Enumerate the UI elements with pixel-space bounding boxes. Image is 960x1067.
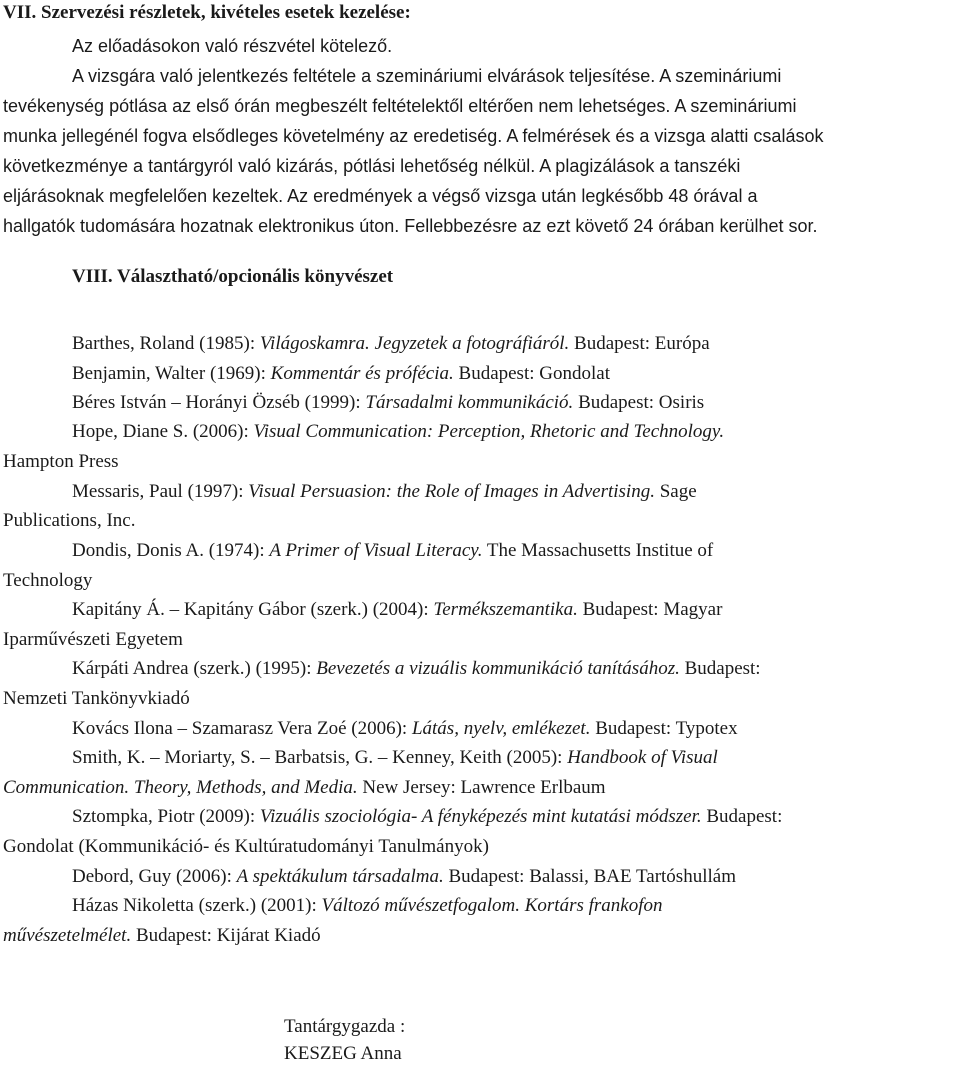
bibliography-entry-continuation: Gondolat (Kommunikáció- és Kultúratudományi Tanulmányok) xyxy=(3,836,489,857)
paragraph-line: eljárásoknak megfelelően kezeltek. Az eredmények a végső vizsga után legkésőbb 48 órával a xyxy=(3,186,758,206)
bibliography-entry: Barthes, Roland (1985): Világoskamra. Jegyzetek a fotográfiáról. Budapest: Európa xyxy=(72,333,710,354)
bibliography-entry: Házas Nikoletta (szerk.) (2001): Változó művészetfogalom. Kortárs frankofon xyxy=(72,895,663,916)
section-heading-vii: VII. Szervezési részletek, kivételes esetek kezelése: xyxy=(3,2,411,23)
bibliography-entry: Dondis, Donis A. (1974): A Primer of Visual Literacy. The Massachusetts Institue of xyxy=(72,540,714,561)
signature-role: Tantárgygazda : xyxy=(284,1016,406,1037)
bibliography-entry: Kárpáti Andrea (szerk.) (1995): Bevezetés a vizuális kommunikáció tanításához. Budapest: xyxy=(72,658,761,679)
bibliography-entry-continuation: Iparművészeti Egyetem xyxy=(3,629,183,650)
bibliography-entry-continuation: Publications, Inc. xyxy=(3,510,136,531)
paragraph-line: munka jellegénél fogva elsődleges követelmény az eredetiség. A felmérések és a vizsga alatti csalások xyxy=(3,126,824,146)
bibliography-entry: Benjamin, Walter (1969): Kommentár és prófécia. Budapest: Gondolat xyxy=(72,363,610,384)
signature-name: KESZEG Anna xyxy=(284,1043,402,1064)
paragraph-line: hallgatók tudomására hozatnak elektronikus úton. Fellebbezésre az ezt követő 24 órában kerülhet sor. xyxy=(3,216,818,236)
bibliography-entry-continuation: Communication. Theory, Methods, and Media. New Jersey: Lawrence Erlbaum xyxy=(3,777,606,798)
bibliography-entry: Debord, Guy (2006): A spektákulum társadalma. Budapest: Balassi, BAE Tartóshullám xyxy=(72,866,736,887)
bibliography-entry: Kapitány Á. – Kapitány Gábor (szerk.) (2004): Termékszemantika. Budapest: Magyar xyxy=(72,599,723,620)
paragraph-line: Az előadásokon való részvétel kötelező. xyxy=(72,36,393,56)
paragraph-line: következménye a tantárgyról való kizárás, pótlási lehetőség nélkül. A plagizálások a tanszéki xyxy=(3,156,741,176)
section-heading-viii: VIII. Választható/opcionális könyvészet xyxy=(72,266,394,287)
paragraph-line: A vizsgára való jelentkezés feltétele a szemináriumi elvárások teljesítése. A szemináriumi xyxy=(72,66,782,86)
bibliography-entry-continuation: művészetelmélet. Budapest: Kijárat Kiadó xyxy=(3,925,321,946)
bibliography-entry: Béres István – Horányi Özséb (1999): Társadalmi kommunikáció. Budapest: Osiris xyxy=(72,392,705,413)
bibliography-entry: Kovács Ilona – Szamarasz Vera Zoé (2006): Látás, nyelv, emlékezet. Budapest: Typotex xyxy=(72,718,738,739)
bibliography-entry-continuation: Hampton Press xyxy=(3,451,119,472)
bibliography-entry-continuation: Nemzeti Tankönyvkiadó xyxy=(3,688,190,709)
bibliography-entry: Sztompka, Piotr (2009): Vizuális szociológia- A fényképezés mint kutatási módszer. Budapest: xyxy=(72,806,783,827)
bibliography-entry: Hope, Diane S. (2006): Visual Communication: Perception, Rhetoric and Technology. xyxy=(72,421,725,442)
bibliography-entry-continuation: Technology xyxy=(3,570,93,591)
bibliography-entry: Smith, K. – Moriarty, S. – Barbatsis, G. – Kenney, Keith (2005): Handbook of Visual xyxy=(72,747,718,768)
bibliography-entry: Messaris, Paul (1997): Visual Persuasion: the Role of Images in Advertising. Sage xyxy=(72,481,697,502)
paragraph-line: tevékenység pótlása az első órán megbeszélt feltételektől eltérően nem lehetséges. A szemináriumi xyxy=(3,96,797,116)
